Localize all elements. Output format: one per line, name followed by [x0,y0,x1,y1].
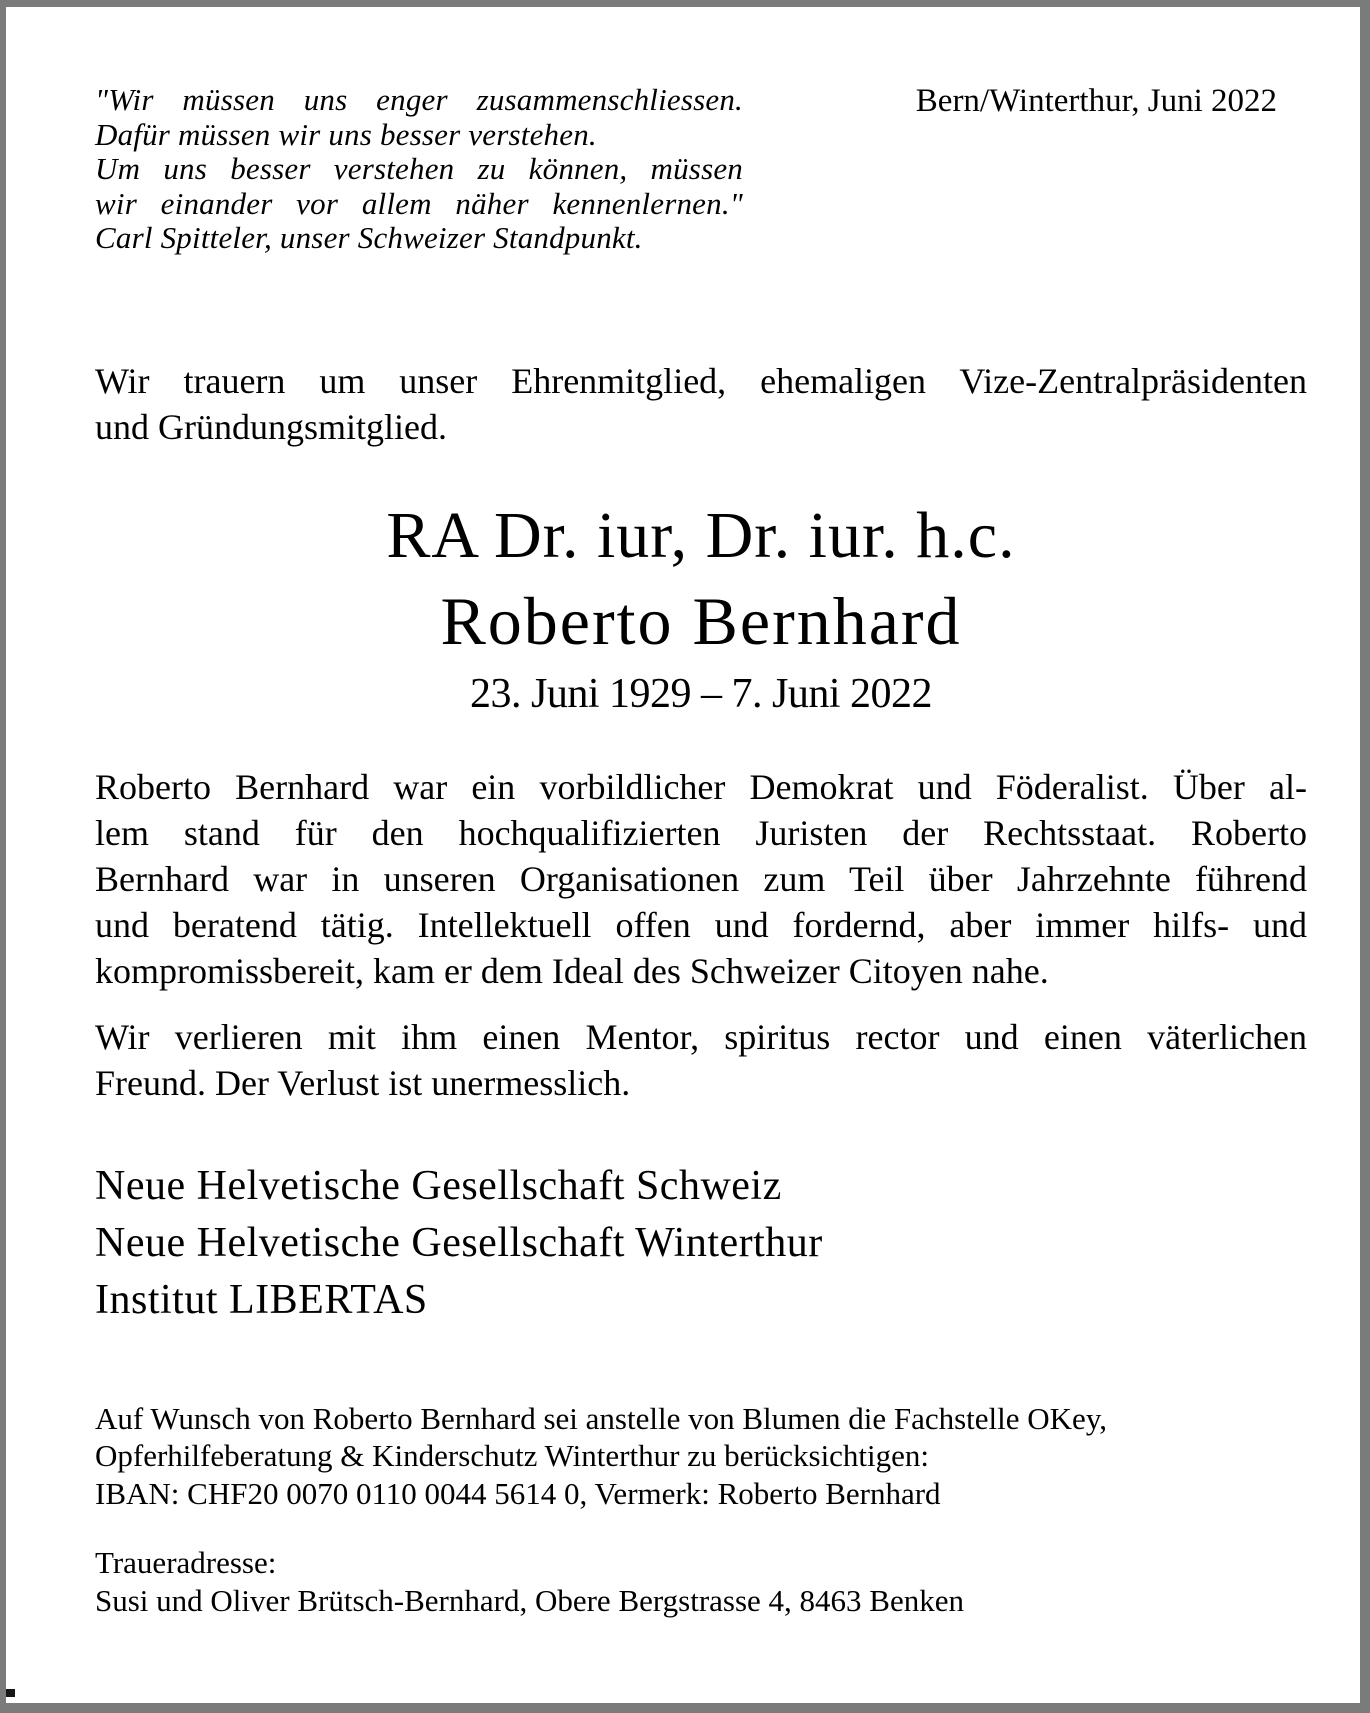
quote-line: "Wir müssen uns enger zusammenschliessen. [95,82,743,117]
paragraph-line: Wir verlieren mit ihm einen Mentor, spiritus rector und einen väterlichen [95,1016,1307,1057]
life-dates: 23. Juni 1929 – 7. Juni 2022 [469,670,933,717]
signing-organizations [95,1158,1307,1329]
header-row [95,7,1307,256]
paragraph-line: Freund. Der Verlust ist unermesslich. [95,1062,631,1103]
donation-note [95,1400,1307,1513]
obituary-page [6,7,1360,1703]
quote-block [95,83,743,256]
obituary-paragraph-1 [95,764,1307,994]
donation-iban-line: IBAN: CHF20 0070 0110 0044 5614 0, Vermerk: Roberto Bernhard [95,1475,941,1511]
donation-line: Opferhilfeberatung & Kinderschutz Winterthur zu berücksichtigen: [95,1438,930,1473]
paragraph-line: Roberto Bernhard war ein vorbildlicher Demokrat und Föderalist. Über al- [95,766,1307,807]
dateline: Bern/Winterthur, Juni 2022 [915,83,1277,119]
scan-artifact-mark [6,1689,15,1697]
deceased-name: Roberto Bernhard [440,582,962,659]
quote-line: Dafür müssen wir uns besser verstehen. [95,116,597,152]
intro-block [95,358,1307,450]
deceased-title: RA Dr. iur, Dr. iur. h.c. [386,498,1016,572]
organization-name: Neue Helvetische Gesellschaft Winterthur [95,1219,823,1266]
quote-line: Um uns besser verstehen zu können, müssen [95,151,743,186]
paragraph-line: Bernhard war in unseren Organisationen zum Teil über Jahrzehnte führend [95,858,1307,899]
organization-name: Institut LIBERTAS [95,1276,428,1323]
quote-attribution: Carl Spitteler, unser Schweizer Standpunkt. [95,220,643,255]
paragraph-line: kompromissbereit, kam er dem Ideal des Schweizer Citoyen nahe. [95,950,1049,991]
mourning-address-label: Traueradresse: [95,1545,277,1580]
donation-line: Auf Wunsch von Roberto Bernhard sei anstelle von Blumen die Fachstelle OKey, [95,1400,1108,1436]
intro-line: Wir trauern um unser Ehrenmitglied, ehemaligen Vize-Zentralpräsidenten [95,360,1307,401]
quote-line: wir einander vor allem näher kennenlernen." [95,185,743,221]
organization-name: Neue Helvetische Gesellschaft Schweiz [95,1162,782,1209]
paragraph-line: lem stand für den hochqualifizierten Juristen der Rechtsstaat. Roberto [95,812,1307,853]
mourning-address-line: Susi und Oliver Brütsch-Bernhard, Obere Bergstrasse 4, 8463 Benken [95,1582,964,1618]
mourning-address-block [95,1544,1307,1619]
paragraph-line: und beratend tätig. Intellektuell offen und fordernd, aber immer hilfs- und [95,904,1307,945]
obituary-paragraph-2 [95,1014,1307,1106]
intro-line: und Gründungsmitglied. [95,406,447,447]
